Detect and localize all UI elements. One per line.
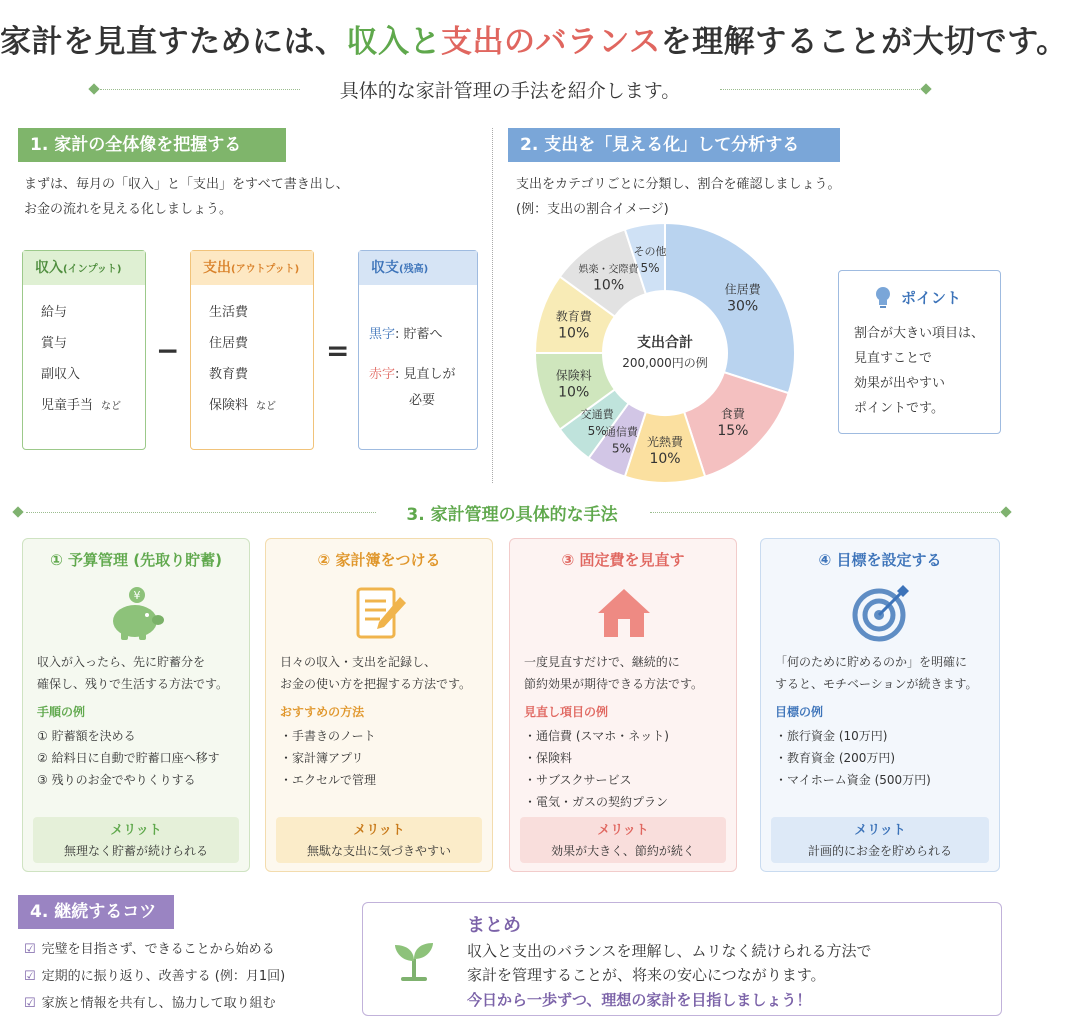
list-item: ・手書きのノート	[280, 729, 376, 743]
list-item: 児童手当 など	[41, 398, 122, 413]
card-description: 日々の収入・支出を記録し、 お金の使い方を把握する方法です。	[280, 655, 472, 691]
svg-text:¥: ¥	[133, 589, 141, 602]
list-item: 保険料 など	[209, 398, 277, 413]
card-subheading: 目標の例	[775, 705, 824, 719]
list-item: 賞与	[41, 336, 68, 351]
list-item: ・通信費 (スマホ・ネット)	[524, 729, 669, 743]
list-item: ・エクセルで管理	[280, 773, 377, 787]
expense-pie-chart	[530, 218, 800, 488]
surplus-line: 黒字: 貯蓄へ	[369, 327, 443, 342]
summary-highlight: 今日から一歩ずつ、理想の家計を目指しましょう！	[467, 991, 812, 1009]
method-card-goals	[760, 538, 1000, 872]
expense-list	[191, 285, 313, 422]
point-box	[838, 270, 1001, 434]
minus-sign: −	[156, 334, 180, 367]
pie-slice-label: 光熱費	[646, 435, 684, 449]
list-item: ・教育資金 (200万円)	[775, 751, 896, 765]
list-item: ・電気・ガスの契約プラン	[524, 795, 669, 809]
title-and: と	[409, 24, 441, 60]
card-list	[524, 725, 669, 813]
card-subheading: おすすめの方法	[280, 705, 365, 719]
card-description: 「何のために貯めるのか」を明確に すると、モチベーションが続きます。	[775, 655, 978, 691]
pie-center-title: 支出合計	[637, 335, 693, 351]
card-description: 収入が入ったら、先に貯蓄分を 確保し、残りで生活する方法です。	[37, 655, 229, 691]
title-expense: 支出のバランス	[441, 24, 661, 60]
piggy-bank-icon	[107, 583, 167, 643]
pie-slice-label: 通信費	[604, 425, 638, 439]
list-item: 住居費	[209, 336, 249, 351]
card-description: 一度見直すだけで、継続的に 節約効果が期待できる方法です。	[524, 655, 704, 691]
pie-slice-label: 交通費	[580, 407, 614, 421]
house-icon	[594, 583, 654, 643]
title-text-2: を理解することが大切です。	[660, 24, 1068, 60]
deficit-line-2: 必要	[409, 393, 436, 408]
section3-heading: 3. 家計管理の具体的な手法	[406, 505, 618, 525]
card-list	[280, 725, 376, 791]
list-item: ・サブスクサービス	[524, 773, 632, 787]
summary-body: 収入と支出のバランスを理解し、ムリなく続けられる方法で 家計を管理することが、将来の安心につながります。	[467, 942, 872, 984]
list-item: ・マイホーム資金 (500万円)	[775, 773, 931, 787]
divider	[650, 512, 1000, 513]
page-subtitle: 具体的な家計管理の手法を紹介します。	[339, 80, 681, 102]
pie-slice-value: 10%	[558, 325, 590, 342]
income-box-header: 収入(インプット)	[23, 251, 145, 285]
pie-slice-value: 10%	[593, 277, 625, 294]
expense-box	[190, 250, 314, 450]
pie-slice-label: 保険料	[555, 368, 592, 383]
divider	[720, 89, 920, 90]
list-item: ・家計簿アプリ	[280, 751, 364, 765]
lightbulb-icon	[873, 285, 893, 309]
summary-box	[362, 902, 1002, 1016]
pie-slice-label: 教育費	[555, 309, 592, 324]
list-item: ☑ 完璧を目指さず、できることから始める	[24, 942, 275, 957]
income-list	[23, 285, 145, 422]
pie-slice-value: 10%	[649, 451, 681, 467]
title-text-1: 家計を見直すためには、	[0, 24, 347, 60]
sprout-icon	[389, 935, 439, 985]
list-item: 教育費	[209, 367, 249, 382]
list-item: ・旅行資金 (10万円)	[775, 729, 888, 743]
notebook-pencil-icon	[350, 583, 410, 643]
pie-slice-label: その他	[633, 245, 667, 259]
pie-slice-value: 5%	[640, 261, 660, 276]
tips-list	[24, 936, 285, 1017]
balance-box	[358, 250, 478, 450]
pie-slice-label: 娯楽・交際費	[578, 264, 639, 276]
pie-slice-value: 15%	[717, 422, 749, 439]
list-item: 生活費	[209, 305, 249, 320]
subtitle-row	[90, 76, 930, 102]
checkbox-icon: ☑	[24, 969, 36, 984]
desc-line: お金の流れを見える化しましょう。	[24, 202, 233, 217]
expense-box-header: 支出(アウトプット)	[191, 251, 313, 285]
method-card-fixed-costs	[509, 538, 737, 872]
card-list	[775, 725, 931, 791]
card-title: ③ 固定費を見直す	[561, 551, 685, 569]
merit-box: メリット 計画的にお金を貯められる	[771, 817, 989, 863]
list-item: ① 貯蓄額を決める	[37, 729, 136, 743]
summary-title: まとめ	[467, 915, 521, 936]
checkbox-icon: ☑	[24, 996, 36, 1011]
list-item: ☑ 定期的に振り返り、改善する (例：月1回)	[24, 969, 286, 984]
desc-line: まずは、毎月の「収入」と「支出」をすべて書き出し、	[24, 177, 349, 192]
pie-slice-value: 30%	[727, 298, 759, 315]
point-title: ポイント	[901, 289, 962, 307]
section1-description	[24, 172, 349, 222]
list-item: ③ 残りのお金でやりくりする	[37, 773, 196, 787]
list-item: ☑ 家族と情報を共有し、協力して取り組む	[24, 996, 276, 1011]
pie-slice-value: 5%	[587, 423, 607, 438]
title-income: 収入	[346, 24, 410, 60]
pie-slice-label: 住居費	[724, 282, 761, 297]
list-item: 副収入	[41, 367, 81, 382]
section2-description	[516, 172, 840, 222]
card-title: ② 家計簿をつける	[317, 551, 441, 569]
desc-line: (例：支出の割合イメージ)	[516, 202, 669, 217]
list-item: 給与	[41, 305, 68, 320]
section3-header	[0, 498, 1024, 528]
deficit-line: 赤字: 見直しが	[369, 367, 456, 382]
merit-box: メリット 無駄な支出に気づきやすい	[276, 817, 482, 863]
merit-box: メリット 無理なく貯蓄が続けられる	[33, 817, 239, 863]
page-title	[0, 16, 1068, 61]
vertical-divider	[492, 128, 493, 483]
checkbox-icon: ☑	[24, 942, 36, 957]
method-card-household-book	[265, 538, 493, 872]
card-title: ④ 目標を設定する	[818, 551, 942, 569]
merit-box: メリット 効果が大きく、節約が続く	[520, 817, 726, 863]
pie-slice-value: 10%	[558, 384, 590, 401]
equals-sign: =	[326, 334, 350, 367]
section1-heading: 1. 家計の全体像を把握する	[18, 128, 286, 162]
target-icon	[851, 583, 911, 643]
pie-slice-value: 5%	[611, 441, 631, 456]
income-box	[22, 250, 146, 450]
section2-heading: 2. 支出を「見える化」して分析する	[508, 128, 840, 162]
point-text: 割合が大きい項目は、 見直すことで 効果が出やすい ポイントです。	[854, 326, 985, 416]
list-item: ② 給料日に自動で貯蓄口座へ移す	[37, 751, 220, 765]
card-list	[37, 725, 220, 791]
balance-box-header: 収支(残高)	[359, 251, 477, 285]
pie-center-subtitle: 200,000円の例	[622, 356, 708, 370]
card-title: ① 予算管理 (先取り貯蓄)	[50, 551, 222, 569]
card-subheading: 見直し項目の例	[524, 705, 609, 719]
card-subheading: 手順の例	[37, 705, 86, 719]
section4-heading: 4. 継続するコツ	[18, 895, 174, 929]
desc-line: 支出をカテゴリごとに分類し、割合を確認しましょう。	[516, 177, 841, 192]
list-item: ・保険料	[524, 751, 573, 765]
pie-slice-label: 食費	[720, 406, 745, 421]
method-card-budget	[22, 538, 250, 872]
